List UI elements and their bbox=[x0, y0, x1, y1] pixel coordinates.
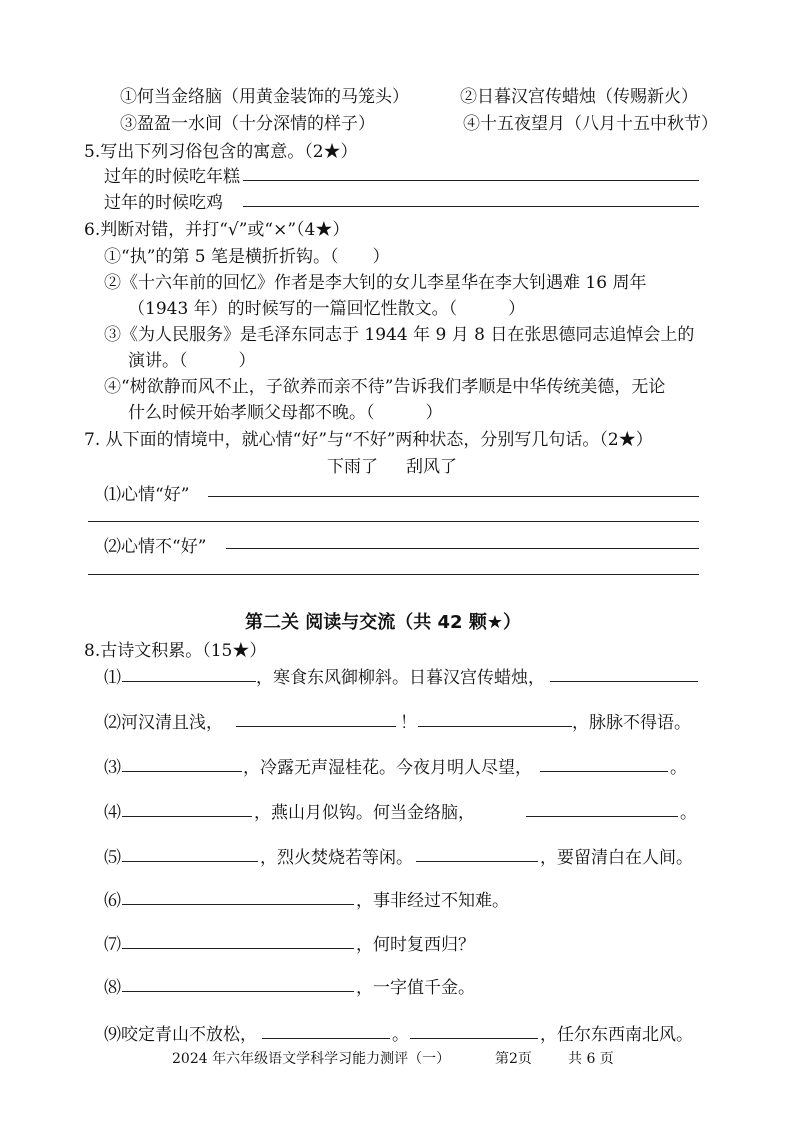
q8-line-5-number: ⑸ bbox=[104, 848, 121, 868]
q7-scenario-rain: 下雨了 bbox=[327, 457, 378, 477]
q8-line-7-blank[interactable] bbox=[122, 948, 354, 949]
q8-line-8-number: ⑻ bbox=[104, 978, 121, 998]
q8-line-7-text: ，何时复西归？ bbox=[356, 935, 475, 955]
footer-total-pages: 共 6 页 bbox=[568, 1051, 614, 1067]
q8-line-3-blank-2[interactable] bbox=[540, 771, 668, 772]
q8-line-9-text-start: ⑼咬定青山不放松， bbox=[104, 1025, 257, 1045]
q8-heading: 8.古诗文积累。（15★） bbox=[84, 641, 267, 661]
q8-line-4-end: 。 bbox=[680, 803, 697, 823]
q5-answer-line-2[interactable] bbox=[243, 206, 699, 207]
section-2-title: 第二关 阅读与交流（共 42 颗★） bbox=[245, 612, 521, 633]
q7-heading: 7. 从下面的情境中，就心情“好”与“不好”两种状态，分别写几句话。（2★） bbox=[84, 430, 653, 450]
q4-option-2: ②日暮汉宫传蜡烛（传赐新火） bbox=[460, 87, 698, 107]
q7-part-good: ⑴心情“好” bbox=[104, 485, 190, 505]
q8-line-4-blank-1[interactable] bbox=[122, 816, 252, 817]
q7-bad-answer-line-1[interactable] bbox=[226, 548, 699, 549]
q8-line-2-mark: ！ bbox=[400, 713, 417, 733]
q8-line-8-text: ，一字值千金。 bbox=[356, 978, 475, 998]
q8-line-2-text-start: ⑵河汉清且浅， bbox=[104, 713, 223, 733]
q8-line-5-text: ，烈火焚烧若等闲。 bbox=[260, 848, 413, 868]
q8-line-5-end: ，要留清白在人间。 bbox=[540, 848, 693, 868]
q6-item-2-line-2: （1943 年）的时候写的一篇回忆性散文。（ ） bbox=[128, 299, 526, 319]
q7-good-answer-line-2[interactable] bbox=[88, 521, 699, 522]
q8-line-3-blank-1[interactable] bbox=[122, 771, 242, 772]
q8-line-9-blank-1[interactable] bbox=[262, 1038, 390, 1039]
q7-scenario-wind: 刮风了 bbox=[406, 457, 457, 477]
q8-line-5-blank-2[interactable] bbox=[416, 861, 538, 862]
q8-line-6-text: ，事非经过不知难。 bbox=[356, 891, 509, 911]
q4-option-4: ④十五夜望月（八月十五中秋节） bbox=[463, 114, 718, 134]
q8-line-1-number: ⑴ bbox=[104, 668, 121, 688]
q8-line-2-text-end: ，脉脉不得语。 bbox=[572, 713, 691, 733]
q7-good-answer-line-1[interactable] bbox=[208, 496, 699, 497]
q6-heading: 6.判断对错，并打“√”或“×”（4★） bbox=[84, 220, 350, 240]
q8-line-9-text-end: ，任尔东西南北风。 bbox=[540, 1025, 693, 1045]
q8-line-1-blank-2[interactable] bbox=[550, 681, 698, 682]
q8-line-7-number: ⑺ bbox=[104, 935, 121, 955]
q6-item-1: ①“执”的第 5 笔是横折折钩。（ ） bbox=[104, 247, 390, 267]
q4-option-3: ③盈盈一水间（十分深情的样子） bbox=[120, 114, 375, 134]
q4-option-1: ①何当金络脑（用黄金装饰的马笼头） bbox=[120, 87, 409, 107]
q8-line-1-blank-1[interactable] bbox=[122, 681, 256, 682]
q6-item-3-line-2: 演讲。（ ） bbox=[128, 351, 256, 371]
footer-test-name: 2024 年六年级语文学科学习能力测评（一） bbox=[172, 1051, 451, 1067]
q8-line-5-blank-1[interactable] bbox=[122, 861, 258, 862]
q8-line-6-number: ⑹ bbox=[104, 891, 121, 911]
footer-page-number: 第2页 bbox=[495, 1051, 532, 1067]
q7-part-bad: ⑵心情不“好” bbox=[104, 537, 207, 557]
q8-line-9-blank-2[interactable] bbox=[410, 1038, 538, 1039]
q7-bad-answer-line-2[interactable] bbox=[88, 574, 699, 575]
q5-item-2: 过年的时候吃鸡 bbox=[104, 193, 223, 213]
q8-line-4-text: ，燕山月似钩。何当金络脑， bbox=[254, 803, 475, 823]
q5-answer-line-1[interactable] bbox=[243, 180, 699, 181]
q8-line-2-blank-1[interactable] bbox=[236, 726, 396, 727]
q8-line-3-text: ，冷露无声湿桂花。今夜月明人尽望， bbox=[243, 758, 532, 778]
q8-line-6-blank[interactable] bbox=[122, 904, 354, 905]
q8-line-4-blank-2[interactable] bbox=[526, 816, 678, 817]
q5-item-1: 过年的时候吃年糕 bbox=[104, 167, 240, 187]
q8-line-9-mark: 。 bbox=[392, 1025, 409, 1045]
q8-line-1-text: ，寒食东风御柳斜。日暮汉宫传蜡烛， bbox=[256, 668, 545, 688]
q6-item-4-line-1: ④“树欲静而风不止，子欲养而亲不待”告诉我们孝顺是中华传统美德，无论 bbox=[104, 377, 666, 397]
q8-line-8-blank[interactable] bbox=[122, 991, 354, 992]
q6-item-2-line-1: ②《十六年前的回忆》作者是李大钊的女儿李星华在李大钊遇难 16 周年 bbox=[104, 273, 647, 293]
q8-line-3-end: 。 bbox=[670, 758, 687, 778]
q6-item-4-line-2: 什么时候开始孝顺父母都不晚。（ ） bbox=[128, 403, 443, 423]
q8-line-2-blank-2[interactable] bbox=[418, 726, 572, 727]
q8-line-3-number: ⑶ bbox=[104, 758, 121, 778]
q6-item-3-line-1: ③《为人民服务》是毛泽东同志于 1944 年 9 月 8 日在张思德同志追悼会上的 bbox=[104, 325, 695, 345]
q8-line-4-number: ⑷ bbox=[104, 803, 121, 823]
q5-heading: 5.写出下列习俗包含的寓意。（2★） bbox=[84, 142, 358, 162]
